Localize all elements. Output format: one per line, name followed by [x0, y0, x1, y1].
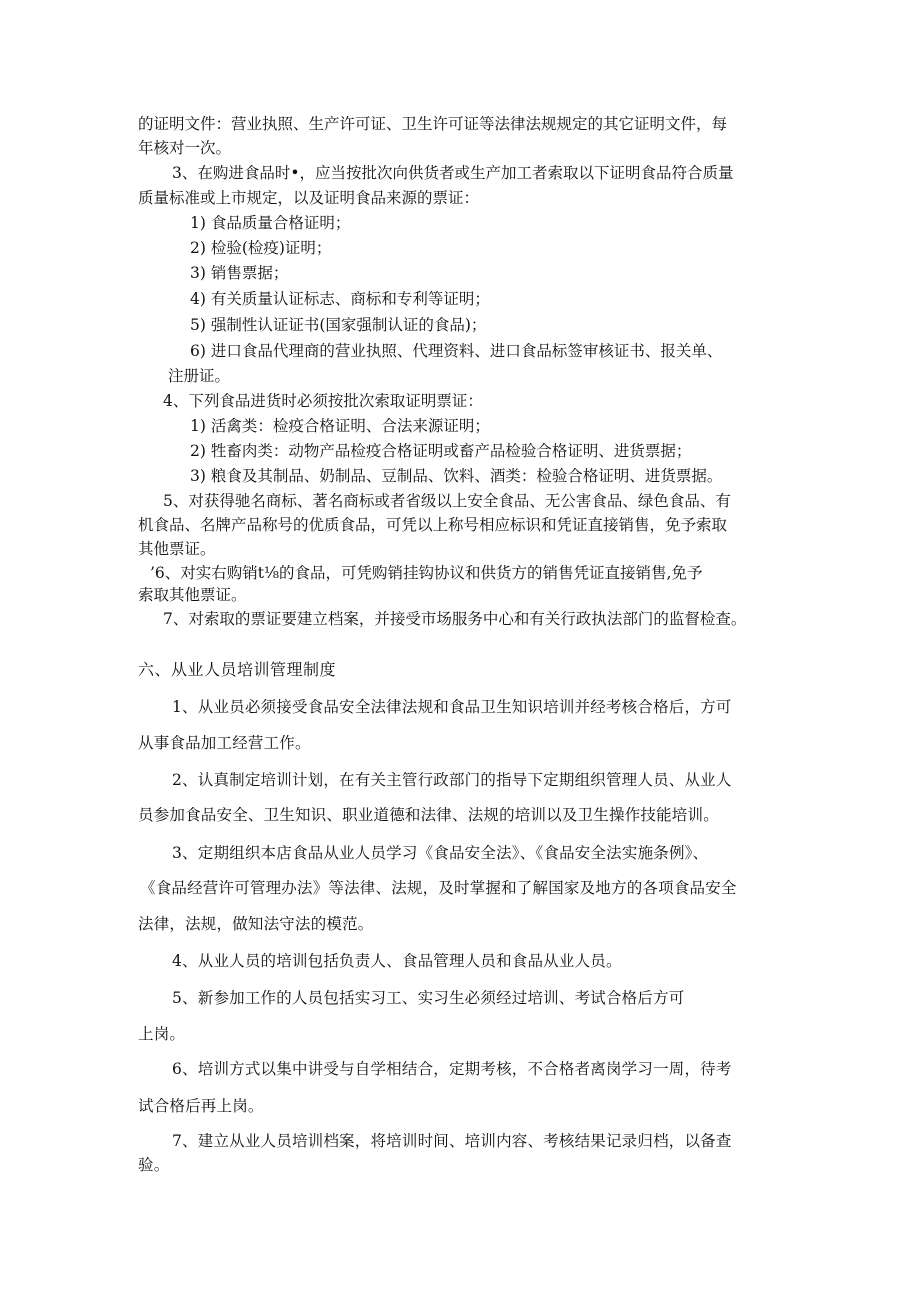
text-line: 员参加食品安全、卫生知识、职业道德和法律、法规的培训以及卫生操作技能培训。	[138, 806, 719, 824]
list-item: 3) 粮食及其制品、奶制品、豆制品、饮料、酒类：检验合格证明、进货票据。	[190, 467, 723, 485]
section-heading: 六、从业人员培训管理制度	[138, 660, 337, 679]
list-item: 4) 有关质量认证标志、商标和专利等证明；	[190, 290, 490, 308]
text-line: ’6、对实右购销t⅛的食品，可凭购销挂钩协议和供货方的销售凭证直接销售,免予	[150, 564, 703, 582]
text-line: 试合格后再上岗。	[138, 1097, 264, 1115]
text-line: 7、建立从业人员培训档案，将培训时间、培训内容、考核结果记录归档，以备查	[172, 1132, 732, 1150]
list-item: 1) 活禽类：检疫合格证明、合法来源证明；	[190, 417, 490, 435]
text-line: 从事食品加工经营工作。	[138, 734, 311, 752]
text-line: 1、从业员必须接受食品安全法律法规和食品卫生知识培训并经考核合格后，方可	[172, 698, 732, 716]
text-line: 4、下列食品进货时必须按批次索取证明票证：	[163, 392, 483, 410]
text-line: 质量标准或上市规定，以及证明食品来源的票证：	[138, 189, 480, 207]
text-line: 注册证。	[168, 367, 231, 385]
list-item: 2) 牲畜肉类：动物产品检疫合格证明或畜产品检验合格证明、进货票据；	[190, 442, 692, 460]
text-line: 法律，法规，做知法守法的模范。	[138, 915, 374, 933]
text-line: 《食品经营许可管理办法》等法律、法规，及时掌握和了解国家及地方的各项食品安全	[140, 879, 737, 897]
text-line: 的证明文件：营业执照、生产许可证、卫生许可证等法律法规规定的其它证明文件，每	[138, 115, 728, 133]
text-line: 验。	[138, 1156, 170, 1174]
text-line: 3、定期组织本店食品从业人员学习《食品安全法》、《食品安全法实施条例》、	[172, 844, 709, 862]
list-item: 2) 检验(检疫)证明；	[190, 239, 332, 257]
text-line: 6、培训方式以集中讲受与自学相结合，定期考核，不合格者离岗学习一周，待考	[172, 1060, 732, 1078]
text-line: 5、对获得驰名商标、著名商标或者省级以上安全食品、无公害食品、绿色食品、有	[163, 492, 731, 510]
text-line: 索取其他票证。	[138, 586, 247, 604]
text-line: 上岗。	[138, 1025, 186, 1043]
list-item: 3) 销售票据；	[190, 264, 289, 282]
text-line: 5、新参加工作的人员包括实习工、实习生必须经过培训、考试合格后方可	[172, 989, 685, 1007]
text-line: 3、在购进食品时•，应当按批次向供货者或生产加工者索取以下证明食品符合质量	[172, 164, 734, 182]
list-item: 1) 食品质量合格证明；	[190, 214, 351, 232]
text-line: 其他票证。	[138, 540, 216, 558]
text-line: 年核对一次。	[138, 139, 232, 157]
list-item: 6) 进口食品代理商的营业执照、代理资料、进口食品标签审核证书、报关单、	[190, 342, 723, 360]
text-line: 7、对索取的票证要建立档案，并接受市场服务中心和有关行政执法部门的监督检查。	[163, 610, 747, 628]
list-item: 5) 强制性认证证书(国家强制认证的食品)；	[190, 316, 487, 334]
text-line: 2、认真制定培训计划，在有关主管行政部门的指导下定期组织管理人员、从业人	[172, 771, 732, 789]
text-line: 机食品、名牌产品称号的优质食品，可凭以上称号相应标识和凭证直接销售，免予索取	[138, 516, 728, 534]
text-line: 4、从业人员的培训包括负责人、食品管理人员和食品从业人员。	[172, 952, 622, 970]
